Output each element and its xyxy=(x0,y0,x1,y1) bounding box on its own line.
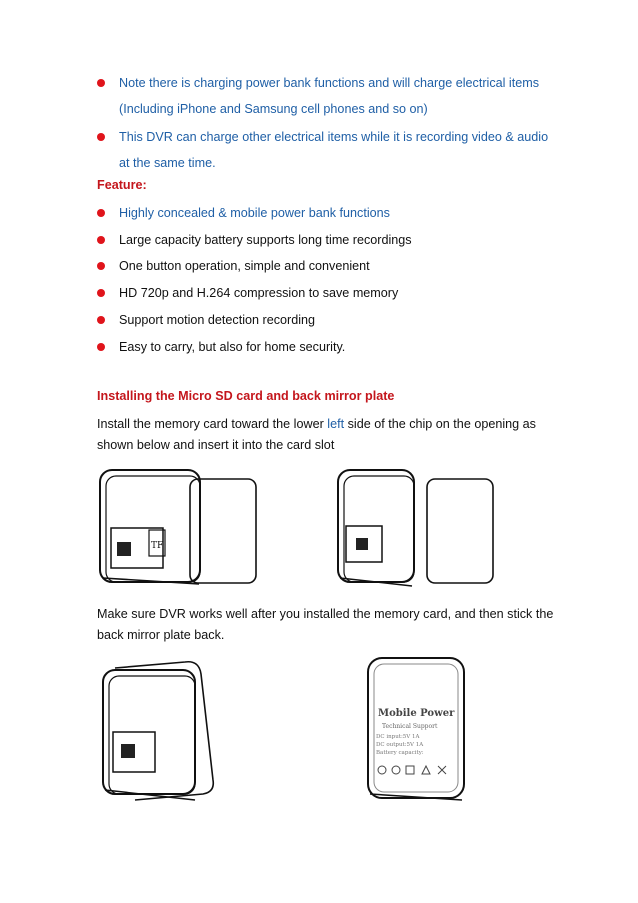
bullet-text: Easy to carry, but also for home security. xyxy=(119,340,346,354)
bullet-text: This DVR can charge other electrical items while it is recording video & audio at the same time. xyxy=(119,130,549,170)
feature-bullet xyxy=(97,227,557,253)
install-text-before: Install the memory card toward the lower xyxy=(97,417,328,431)
install-heading: Installing the Micro SD card and back mirror plate xyxy=(97,389,395,403)
install-text-highlight: left xyxy=(327,417,345,431)
plate-attaching-figure xyxy=(95,660,225,806)
dvr-charge-bullet xyxy=(97,124,557,176)
spec-line: DC output:5V 1A xyxy=(376,742,424,748)
bullet-text: HD 720p and H.264 compression to save memory xyxy=(119,286,399,300)
feature-bullet xyxy=(97,334,557,360)
bullet-text: Support motion detection recording xyxy=(119,313,316,327)
install-paragraph xyxy=(97,414,557,456)
spec-line: DC input:5V 1A xyxy=(376,734,420,740)
feature-bullet xyxy=(97,307,557,333)
spec-title: Technical Support xyxy=(382,723,438,730)
feature-bullet xyxy=(97,200,557,226)
dvr-card-inserted-figure xyxy=(332,464,422,592)
mirror-plate-figure xyxy=(424,476,498,588)
bullet-dot-icon xyxy=(97,289,105,297)
spec-line: Battery capacity: xyxy=(376,750,424,756)
after-install-paragraph: Make sure DVR works well after you installed the memory card, and then stick the back mirror plate back. xyxy=(97,607,554,642)
certification-marks-icon xyxy=(378,766,446,774)
feature-heading: Feature: xyxy=(97,178,147,192)
bullet-dot-icon xyxy=(97,316,105,324)
bullet-dot-icon xyxy=(97,262,105,270)
mobile-power-device-figure xyxy=(362,654,472,806)
bullet-text: Large capacity battery supports long time recordings xyxy=(119,233,412,247)
tf-label: TF xyxy=(151,541,164,551)
brand-label: Mobile Power xyxy=(378,708,455,719)
install-text-after: side of the chip on the opening as shown below and insert it into the card slot xyxy=(97,417,536,452)
bullet-text: Note there is charging power bank functions and will charge electrical items (Including iPhone and Samsung cell phones and so on) xyxy=(119,76,540,116)
bullet-text: One button operation, simple and convenient xyxy=(119,259,370,273)
bullet-dot-icon xyxy=(97,343,105,351)
bullet-dot-icon xyxy=(97,133,105,141)
bullet-text: Highly concealed & mobile power bank functions xyxy=(119,206,390,220)
bullet-dot-icon xyxy=(97,209,105,217)
bullet-dot-icon xyxy=(97,79,105,87)
bullet-dot-icon xyxy=(97,236,105,244)
mirror-plate-figure xyxy=(187,476,261,588)
feature-bullet xyxy=(97,253,557,279)
feature-bullet xyxy=(97,280,557,306)
note-bullet xyxy=(97,70,557,122)
